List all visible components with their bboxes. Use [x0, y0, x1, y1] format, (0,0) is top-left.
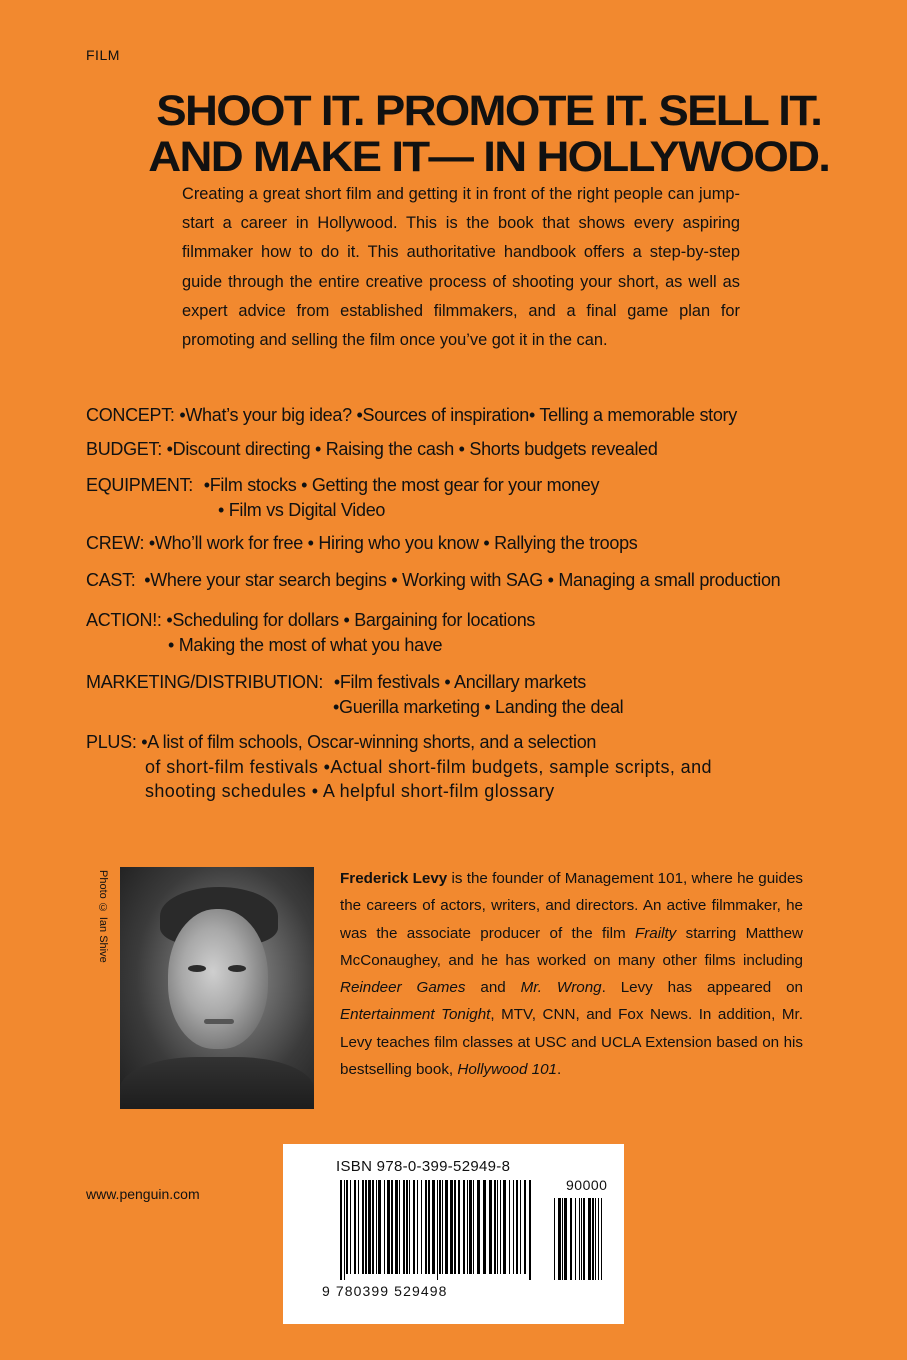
bio-title-reindeer-games: Reindeer Games	[340, 979, 466, 997]
feature-items: •A list of film schools, Oscar-winning shorts, and a selection	[141, 732, 597, 752]
feature-label: CREW:	[86, 533, 145, 553]
feature-equipment-cont: • Film vs Digital Video	[218, 500, 386, 520]
category-label: FILM	[86, 47, 120, 63]
bio-text: . Levy has appeared on	[601, 979, 803, 997]
bio-text: and	[465, 979, 521, 997]
author-bio	[340, 865, 803, 1083]
feature-items: •Where your star search begins • Working with SAG • Managing a small production	[144, 570, 781, 590]
bio-title-frailty: Frailty	[634, 924, 677, 942]
headline	[86, 88, 892, 180]
feature-plus-cont-2: shooting schedules • A helpful short-film glossary	[145, 781, 555, 801]
feature-crew	[86, 531, 637, 556]
headline-line-2: AND MAKE IT— IN HOLLYWOOD.	[148, 133, 830, 181]
author-photo	[120, 867, 314, 1109]
feature-marketing-cont: •Guerilla marketing • Landing the deal	[333, 697, 624, 717]
bio-text: is the founder of Management 101, where he guides the careers of actors, writers, and directors. An active filmmaker, he was the associate producer of the film	[340, 870, 804, 942]
feature-budget	[86, 437, 658, 462]
bio-title-entertainment-tonight: Entertainment Tonight	[340, 1006, 491, 1024]
feature-action	[86, 608, 535, 633]
ean-digits: 9 780399 529498	[322, 1283, 448, 1299]
feature-items: •What’s your big idea? •Sources of inspiration• Telling a memorable story	[179, 405, 737, 425]
feature-cast	[86, 568, 780, 593]
bio-title-mr-wrong: Mr. Wrong	[520, 979, 602, 997]
bio-text: , MTV, CNN, and Fox News. In addition, Mr. Levy teaches film classes at USC and UCLA Extension based on his bestselling book,	[340, 1006, 803, 1079]
feature-items: •Scheduling for dollars • Bargaining for locations	[166, 610, 536, 630]
bio-text: .	[556, 1061, 562, 1079]
feature-label: CONCEPT:	[86, 405, 175, 425]
price-code: 90000	[566, 1177, 608, 1193]
headline-line-1: SHOOT IT. PROMOTE IT. SELL IT.	[156, 87, 822, 135]
photo-credit: Photo © Ian Shive	[97, 870, 109, 963]
isbn-text: ISBN 978-0-399-52949-8	[336, 1158, 511, 1175]
feature-label: CAST:	[86, 570, 136, 590]
feature-plus	[86, 730, 596, 755]
publisher-url: www.penguin.com	[86, 1186, 200, 1202]
feature-concept	[86, 403, 737, 428]
feature-items: •Who’ll work for free • Hiring who you know • Rallying the troops	[148, 533, 638, 553]
feature-items: •Film stocks • Getting the most gear for your money	[203, 475, 600, 495]
bio-text: starring Matthew McConaughey, and he has worked on many other films including	[340, 924, 803, 969]
feature-label: BUDGET:	[86, 439, 162, 459]
feature-plus-cont-1: of short-film festivals •Actual short-film budgets, sample scripts, and	[145, 757, 712, 777]
feature-equipment	[86, 473, 599, 498]
feature-items: •Film festivals • Ancillary markets	[333, 672, 586, 692]
author-name: Frederick Levy	[340, 870, 448, 887]
feature-label: EQUIPMENT:	[86, 475, 194, 495]
feature-items: •Discount directing • Raising the cash • Shorts budgets revealed	[166, 439, 658, 459]
barcode-icon	[336, 1180, 604, 1290]
bio-title-hollywood-101: Hollywood 101	[457, 1061, 557, 1079]
feature-marketing	[86, 670, 586, 695]
feature-label: MARKETING/DISTRIBUTION:	[86, 672, 324, 692]
feature-action-cont: • Making the most of what you have	[168, 635, 443, 655]
feature-label: PLUS:	[86, 732, 137, 752]
intro-paragraph: Creating a great short film and getting it in front of the right people can jump-start a career in Hollywood. This is the book that shows every aspiring filmmaker how to do it. This authoritative handbook offers a step-by-step guide through the entire creative process of shooting your short, as well as expert advice from established filmmakers, and a final game plan for promoting and selling the film once you’ve got it in the can.	[182, 185, 740, 350]
feature-label: ACTION!:	[86, 610, 162, 630]
